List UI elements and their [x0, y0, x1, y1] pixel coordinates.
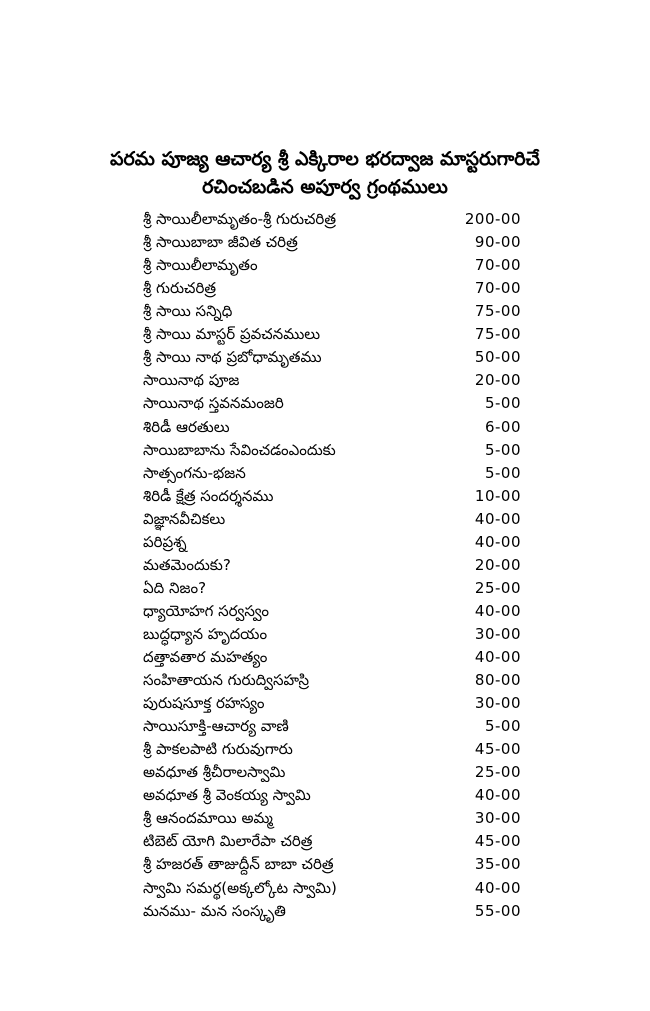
- book-title: శ్రీ సాయిలీలామృతం: [143, 256, 258, 275]
- book-row: [143, 392, 521, 415]
- book-price: 25-00: [474, 763, 521, 782]
- book-title: శ్రీ ఆనందమాయి అమ్మ: [143, 809, 273, 828]
- book-row: [143, 485, 521, 508]
- book-row: [143, 508, 521, 531]
- book-row: [143, 900, 521, 923]
- book-price: 5-00: [484, 463, 521, 482]
- book-row: [143, 669, 521, 692]
- book-row: [143, 738, 521, 761]
- page-heading-line-1: పరమ పూజ్య ఆచార్య శ్రీ ఎక్కిరాల భరద్వాజ మాస్టరుగారిచే: [110, 148, 540, 170]
- book-title: సంహితాయన గురుద్విసహస్రి: [143, 671, 310, 689]
- book-row: [143, 323, 521, 346]
- book-row: [143, 646, 521, 669]
- book-price: 40-00: [474, 509, 521, 528]
- book-title: శ్రీ హజరత్ తాజుద్దీన్ బాబా చరిత్ర: [143, 855, 334, 874]
- book-row: [143, 761, 521, 784]
- book-title: శ్రీ సాయిలీలామృతం-శ్రీ గురుచరిత్ర: [143, 210, 336, 228]
- book-price: 30-00: [474, 624, 521, 643]
- book-row: [143, 692, 521, 715]
- book-price: 80-00: [474, 671, 521, 689]
- book-title: సాయినాథ పూజ: [143, 371, 240, 390]
- book-title: విజ్ఞానవీచికలు: [143, 509, 226, 528]
- book-title: దత్తావతార మహత్యం: [143, 648, 268, 666]
- book-price: 200-00: [464, 210, 521, 228]
- book-row: [143, 877, 521, 900]
- book-price: 40-00: [474, 601, 521, 620]
- book-row: [143, 231, 521, 254]
- book-row: [143, 462, 521, 485]
- book-title: సాయిసూక్తి-ఆచార్య వాణి: [143, 717, 289, 736]
- book-row: [143, 208, 521, 231]
- book-title: మనము- మన సంస్కృతి: [143, 901, 286, 920]
- book-price: 40-00: [474, 532, 521, 551]
- book-price: 5-00: [484, 440, 521, 459]
- book-title: పరిప్రశ్న: [143, 532, 187, 551]
- page-heading-line-2: రచించబడిన అపూర్వ గ్రంథములు: [202, 176, 448, 198]
- book-price: 20-00: [474, 555, 521, 574]
- book-row: [143, 416, 521, 439]
- book-price: 45-00: [474, 740, 521, 759]
- book-price: 40-00: [474, 878, 521, 897]
- book-price: 30-00: [474, 694, 521, 712]
- book-title: శిరిడీ ఆరతులు: [143, 417, 230, 436]
- book-title: శ్రీ సాయి సన్నిధి: [143, 302, 233, 321]
- book-price: 40-00: [474, 648, 521, 666]
- book-price: 90-00: [474, 233, 521, 252]
- book-title: శ్రీ సాయి మాస్టర్ ప్రవచనములు: [143, 325, 321, 344]
- book-price: 45-00: [474, 832, 521, 851]
- book-price: 55-00: [474, 901, 521, 920]
- book-price: 20-00: [474, 371, 521, 390]
- book-title: స్వామి సమర్థ(అక్కల్కోట స్వామి): [143, 878, 337, 897]
- book-title: సాయినాథ స్తవనమంజరి: [143, 394, 284, 413]
- book-title: ధ్యాయోహగ సర్వస్వం: [143, 601, 269, 620]
- book-row: [143, 577, 521, 600]
- book-price: 35-00: [474, 855, 521, 874]
- book-row: [143, 784, 521, 807]
- book-price: 25-00: [474, 578, 521, 597]
- book-row: [143, 600, 521, 623]
- book-row: [143, 554, 521, 577]
- book-row: [143, 277, 521, 300]
- book-price: 5-00: [484, 717, 521, 736]
- book-price: 70-00: [474, 279, 521, 298]
- book-row: [143, 807, 521, 830]
- book-row: [143, 369, 521, 392]
- book-title: టిబెట్ యోగి మిలారేపా చరిత్ర: [143, 832, 313, 851]
- book-row: [143, 531, 521, 554]
- book-title: సాయిబాబాను సేవించడంఎందుకు: [143, 440, 336, 459]
- book-row: [143, 830, 521, 853]
- book-title: మతమెందుకు?: [143, 555, 231, 574]
- book-price: 10-00: [474, 486, 521, 505]
- book-title: శ్రీ పాకలపాటి గురువుగారు: [143, 740, 293, 759]
- book-title: పురుషసూక్త రహస్యం: [143, 694, 265, 712]
- book-row: [143, 439, 521, 462]
- book-title: సాత్సంగను-భజన: [143, 463, 246, 482]
- book-price: 30-00: [474, 809, 521, 828]
- book-price: 50-00: [474, 348, 521, 367]
- book-title: బుద్ధధ్యాన హృదయం: [143, 624, 268, 643]
- book-title: శ్రీ గురుచరిత్ర: [143, 279, 217, 298]
- book-row: [143, 346, 521, 369]
- book-title: శ్రీ సాయి నాథ ప్రబోధామృతము: [143, 348, 322, 367]
- book-title: శ్రీ సాయిబాబా జీవిత చరిత్ర: [143, 233, 298, 252]
- book-row: [143, 254, 521, 277]
- book-row: [143, 853, 521, 876]
- book-price: 40-00: [474, 786, 521, 805]
- book-price: 6-00: [484, 417, 521, 436]
- book-price: 75-00: [474, 325, 521, 344]
- book-price: 75-00: [474, 302, 521, 321]
- book-title: అవధూత శ్రీచీరాలస్వామి: [143, 763, 286, 782]
- book-title: ఏది నిజం?: [143, 578, 207, 597]
- book-title: శిరిడీ క్షేత్ర సందర్శనము: [143, 486, 274, 505]
- book-row: [143, 300, 521, 323]
- book-row: [143, 623, 521, 646]
- book-title: అవధూత శ్రీ వెంకయ్య స్వామి: [143, 786, 311, 805]
- book-row: [143, 715, 521, 738]
- book-price: 5-00: [484, 394, 521, 413]
- book-price: 70-00: [474, 256, 521, 275]
